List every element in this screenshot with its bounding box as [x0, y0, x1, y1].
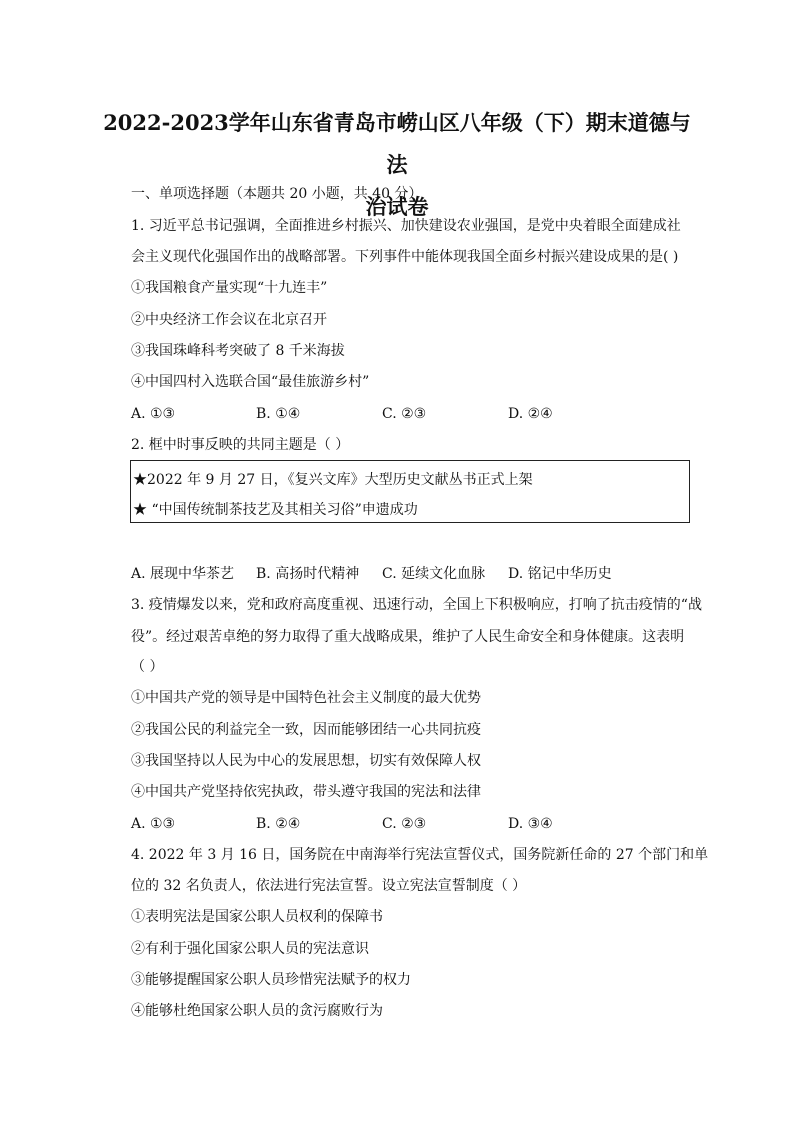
q1-item-2: ②中央经济工作会议在北京召开 [131, 312, 327, 328]
q1-option-c: C. ②③ [382, 406, 427, 422]
page-title [100, 102, 694, 228]
q2-box-line-2: ★ “中国传统制茶技艺及其相关习俗”申遗成功 [133, 502, 418, 518]
q1-option-d: D. ②④ [508, 406, 553, 422]
q4-item-1: ①表明宪法是国家公职人员权利的保障书 [131, 909, 383, 925]
q2-box-line-1: ★2022 年 9 月 27 日，《复兴文库》大型历史文献丛书正式上架 [133, 472, 533, 488]
q4-stem-line-1: 4. 2022 年 3 月 16 日，国务院在中南海举行宪法宣誓仪式，国务院新任命的 27 个部门和单 [131, 847, 709, 863]
q1-option-a: A. ①③ [131, 406, 176, 422]
q2-option-c: C. 延续文化血脉 [382, 566, 486, 582]
q3-stem-line-2: 役”。经过艰苦卓绝的努力取得了重大战略成果，维护了人民生命安全和身体健康。这表明 [131, 629, 685, 645]
q3-option-d: D. ③④ [508, 816, 553, 832]
q3-item-3: ③我国坚持以人民为中心的发展思想，切实有效保障人权 [131, 753, 481, 769]
q1-item-1: ①我国粮食产量实现“十九连丰” [131, 280, 328, 296]
q4-item-3: ③能够提醒国家公职人员珍惜宪法赋予的权力 [131, 972, 411, 988]
q3-item-2: ②我国公民的利益完全一致，因而能够团结一心共同抗疫 [131, 722, 481, 738]
q1-item-4: ④中国四村入选联合国“最佳旅游乡村” [131, 374, 370, 390]
q2-news-box [130, 460, 690, 523]
q3-option-c: C. ②③ [382, 816, 427, 832]
q1-stem-line-1: 1. 习近平总书记强调，全面推进乡村振兴、加快建设农业强国，是党中央着眼全面建成社 [131, 218, 681, 234]
q4-stem-line-2: 位的 32 名负责人，依法进行宪法宣誓。设立宪法宣誓制度（ ） [131, 878, 527, 894]
q2-option-d: D. 铭记中华历史 [508, 566, 612, 582]
q4-item-2: ②有利于强化国家公职人员的宪法意识 [131, 941, 369, 957]
q1-item-3: ③我国珠峰科考突破了 8 千米海拔 [131, 343, 345, 359]
q2-stem: 2. 框中时事反映的共同主题是（ ） [131, 437, 350, 453]
q2-option-b: B. 高扬时代精神 [256, 566, 360, 582]
q3-stem-line-3: （ ） [131, 659, 164, 675]
q3-option-b: B. ②④ [256, 816, 301, 832]
q4-item-4: ④能够杜绝国家公职人员的贪污腐败行为 [131, 1003, 383, 1019]
q3-option-a: A. ①③ [131, 816, 176, 832]
title-line-1: 2022-2023学年山东省青岛市崂山区八年级（下）期末道德与法 [103, 110, 691, 177]
q3-item-1: ①中国共产党的领导是中国特色社会主义制度的最大优势 [131, 690, 481, 706]
title-line-2: 治试卷 [365, 194, 429, 219]
q2-option-a: A. 展现中华茶艺 [131, 566, 235, 582]
q3-item-4: ④中国共产党坚持依宪执政，带头遵守我国的宪法和法律 [131, 784, 481, 800]
section-header: 一、单项选择题（本题共 20 小题，共 40 分） [131, 186, 423, 202]
q1-stem-line-2: 会主义现代化强国作出的战略部署。下列事件中能体现我国全面乡村振兴建设成果的是( ) [131, 249, 679, 265]
q1-option-b: B. ①④ [256, 406, 301, 422]
q3-stem-line-1: 3. 疫情爆发以来，党和政府高度重视、迅速行动，全国上下积极响应，打响了抗击疫情的“战 [131, 597, 702, 613]
